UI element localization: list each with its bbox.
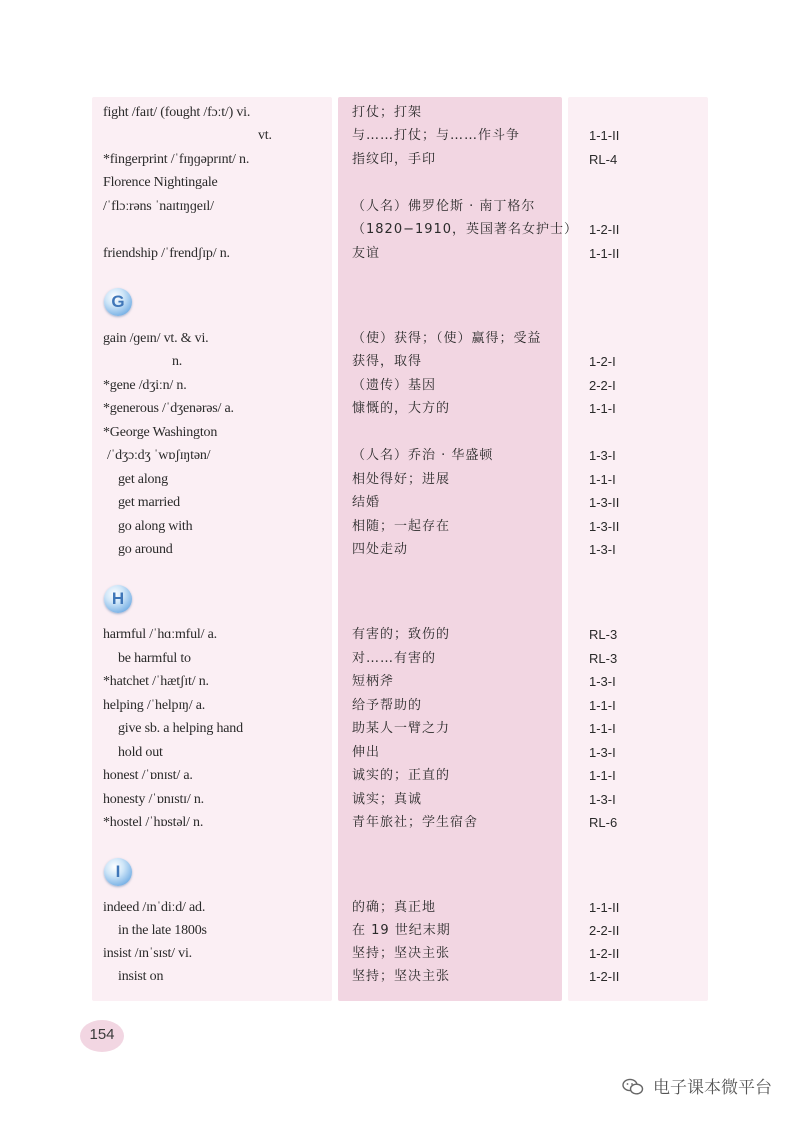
meaning: 诚实的；正直的 — [352, 768, 451, 783]
headword: fight /faɪt/ (fought /fɔːt/) vi. — [103, 105, 251, 120]
unit-ref: 1-3-I — [589, 674, 616, 689]
unit-ref: 1-1-II — [589, 900, 620, 915]
headword: *gene /dʒiːn/ n. — [103, 378, 187, 393]
headword: in the late 1800s — [118, 923, 207, 938]
unit-ref: 1-1-II — [589, 128, 620, 143]
list-item — [0, 375, 800, 397]
headword: *fingerprint /ˈfɪŋɡəprɪnt/ n. — [103, 152, 250, 167]
list-item — [0, 648, 800, 670]
headword: harmful /ˈhɑːmful/ a. — [103, 627, 217, 642]
meaning: 伸出 — [352, 745, 381, 760]
unit-ref: 2-2-I — [589, 378, 616, 393]
headword: honest /ˈɒnɪst/ a. — [103, 768, 193, 783]
unit-ref: 1-3-I — [589, 448, 616, 463]
meaning: 结婚 — [352, 495, 381, 510]
wechat-icon — [622, 1078, 644, 1096]
list-item — [0, 943, 800, 965]
headword: be harmful to — [118, 651, 191, 666]
unit-ref: 2-2-II — [589, 923, 620, 938]
list-item — [0, 172, 800, 194]
meaning: 坚持；坚决主张 — [352, 969, 451, 984]
list-item — [0, 789, 800, 811]
unit-ref: 1-3-I — [589, 542, 616, 557]
headword: /ˈflɔːrəns ˈnaɪtɪŋɡeɪl/ — [103, 199, 214, 214]
meaning: 诚实；真诚 — [352, 792, 423, 807]
headword: *hostel /ˈhɒstəl/ n. — [103, 815, 204, 830]
unit-ref: 1-2-I — [589, 354, 616, 369]
unit-ref: RL-4 — [589, 152, 618, 167]
list-item — [0, 695, 800, 717]
unit-ref: 1-1-I — [589, 472, 616, 487]
section-letter-badge: I — [104, 858, 132, 886]
unit-ref: 1-3-I — [589, 745, 616, 760]
unit-ref: 1-3-I — [589, 792, 616, 807]
headword: go along with — [118, 519, 193, 534]
meaning: 给予帮助的 — [352, 698, 423, 713]
list-item — [0, 671, 800, 693]
list-item — [0, 102, 800, 124]
headword: honesty /ˈɒnɪstɪ/ n. — [103, 792, 204, 807]
headword: indeed /ɪnˈdiːd/ ad. — [103, 900, 206, 915]
headword: go around — [118, 542, 173, 557]
headword: /ˈdʒɔːdʒ ˈwɒʃɪŋtən/ — [107, 448, 211, 463]
unit-ref: 1-1-II — [589, 246, 620, 261]
headword: get along — [118, 472, 168, 487]
meaning: 的确；真正地 — [352, 900, 437, 915]
headword: give sb. a helping hand — [118, 721, 243, 736]
headword: friendship /ˈfrendʃɪp/ n. — [103, 246, 230, 261]
page-number: 154 — [80, 1020, 124, 1052]
meaning: （使）获得；（使）赢得；受益 — [352, 331, 542, 346]
unit-ref: 1-1-I — [589, 401, 616, 416]
headword: *hatchet /ˈhætʃɪt/ n. — [103, 674, 209, 689]
meaning: 有害的；致伤的 — [352, 627, 451, 642]
list-item — [0, 765, 800, 787]
list-item — [0, 516, 800, 538]
list-item — [0, 422, 800, 444]
list-item — [0, 539, 800, 561]
unit-ref: 1-1-I — [589, 768, 616, 783]
list-item — [0, 920, 800, 942]
list-item — [0, 966, 800, 988]
headword: gain /ɡeɪn/ vt. & vi. — [103, 331, 209, 346]
meaning: 指纹印，手印 — [352, 152, 437, 167]
list-item — [0, 351, 800, 373]
unit-ref: 1-1-I — [589, 721, 616, 736]
list-item — [0, 718, 800, 740]
meaning: （遗传）基因 — [352, 378, 437, 393]
headword: Florence Nightingale — [103, 175, 218, 190]
headword: *generous /ˈdʒenərəs/ a. — [103, 401, 234, 416]
unit-ref: 1-3-II — [589, 519, 620, 534]
unit-ref: 1-2-II — [589, 969, 620, 984]
meaning: 友谊 — [352, 246, 381, 261]
meaning: 慷慨的，大方的 — [352, 401, 451, 416]
list-item — [0, 243, 800, 265]
meaning: 坚持；坚决主张 — [352, 946, 451, 961]
meaning: （人名）佛罗伦斯 · 南丁格尔 — [352, 199, 536, 214]
list-item — [0, 897, 800, 919]
section-letter-badge: H — [104, 585, 132, 613]
list-item — [0, 125, 800, 147]
meaning: （1820−1910，英国著名女护士） — [352, 222, 579, 237]
unit-ref: RL-6 — [589, 815, 618, 830]
unit-ref: 1-2-II — [589, 946, 620, 961]
meaning: 短柄斧 — [352, 674, 395, 689]
headword: helping /ˈhelpɪŋ/ a. — [103, 698, 206, 713]
unit-ref: 1-1-I — [589, 698, 616, 713]
meaning: 四处走动 — [352, 542, 409, 557]
meaning: 获得，取得 — [352, 354, 423, 369]
headword: *George Washington — [103, 425, 218, 440]
meaning: 助某人一臂之力 — [352, 721, 451, 736]
list-item — [0, 492, 800, 514]
list-item — [0, 398, 800, 420]
list-item — [0, 219, 800, 241]
meaning: 在 19 世纪末期 — [352, 923, 451, 938]
meaning: 与……打仗；与……作斗争 — [352, 128, 521, 143]
meaning: 对……有害的 — [352, 651, 437, 666]
meaning: （人名）乔治 · 华盛顿 — [352, 448, 494, 463]
list-item — [0, 742, 800, 764]
unit-ref: 1-2-II — [589, 222, 620, 237]
meaning: 相处得好；进展 — [352, 472, 451, 487]
list-item — [0, 469, 800, 491]
headword: get married — [118, 495, 180, 510]
watermark-text: 电子课本微平台 — [653, 1078, 772, 1098]
section-letter-badge: G — [104, 288, 132, 316]
list-item — [0, 445, 800, 467]
headword: hold out — [118, 745, 163, 760]
headword: insist on — [118, 969, 164, 984]
list-item — [0, 812, 800, 834]
meaning: 打仗；打架 — [352, 105, 423, 120]
unit-ref: RL-3 — [589, 651, 618, 666]
list-item — [0, 149, 800, 171]
headword: insist /ɪnˈsɪst/ vi. — [103, 946, 192, 961]
list-item — [0, 624, 800, 646]
unit-ref: RL-3 — [589, 627, 618, 642]
unit-ref: 1-3-II — [589, 495, 620, 510]
headword: vt. — [258, 128, 272, 143]
list-item — [0, 196, 800, 218]
meaning: 青年旅社；学生宿舍 — [352, 815, 479, 830]
watermark — [622, 1073, 772, 1098]
meaning: 相随；一起存在 — [352, 519, 451, 534]
list-item — [0, 328, 800, 350]
headword: n. — [172, 354, 183, 369]
